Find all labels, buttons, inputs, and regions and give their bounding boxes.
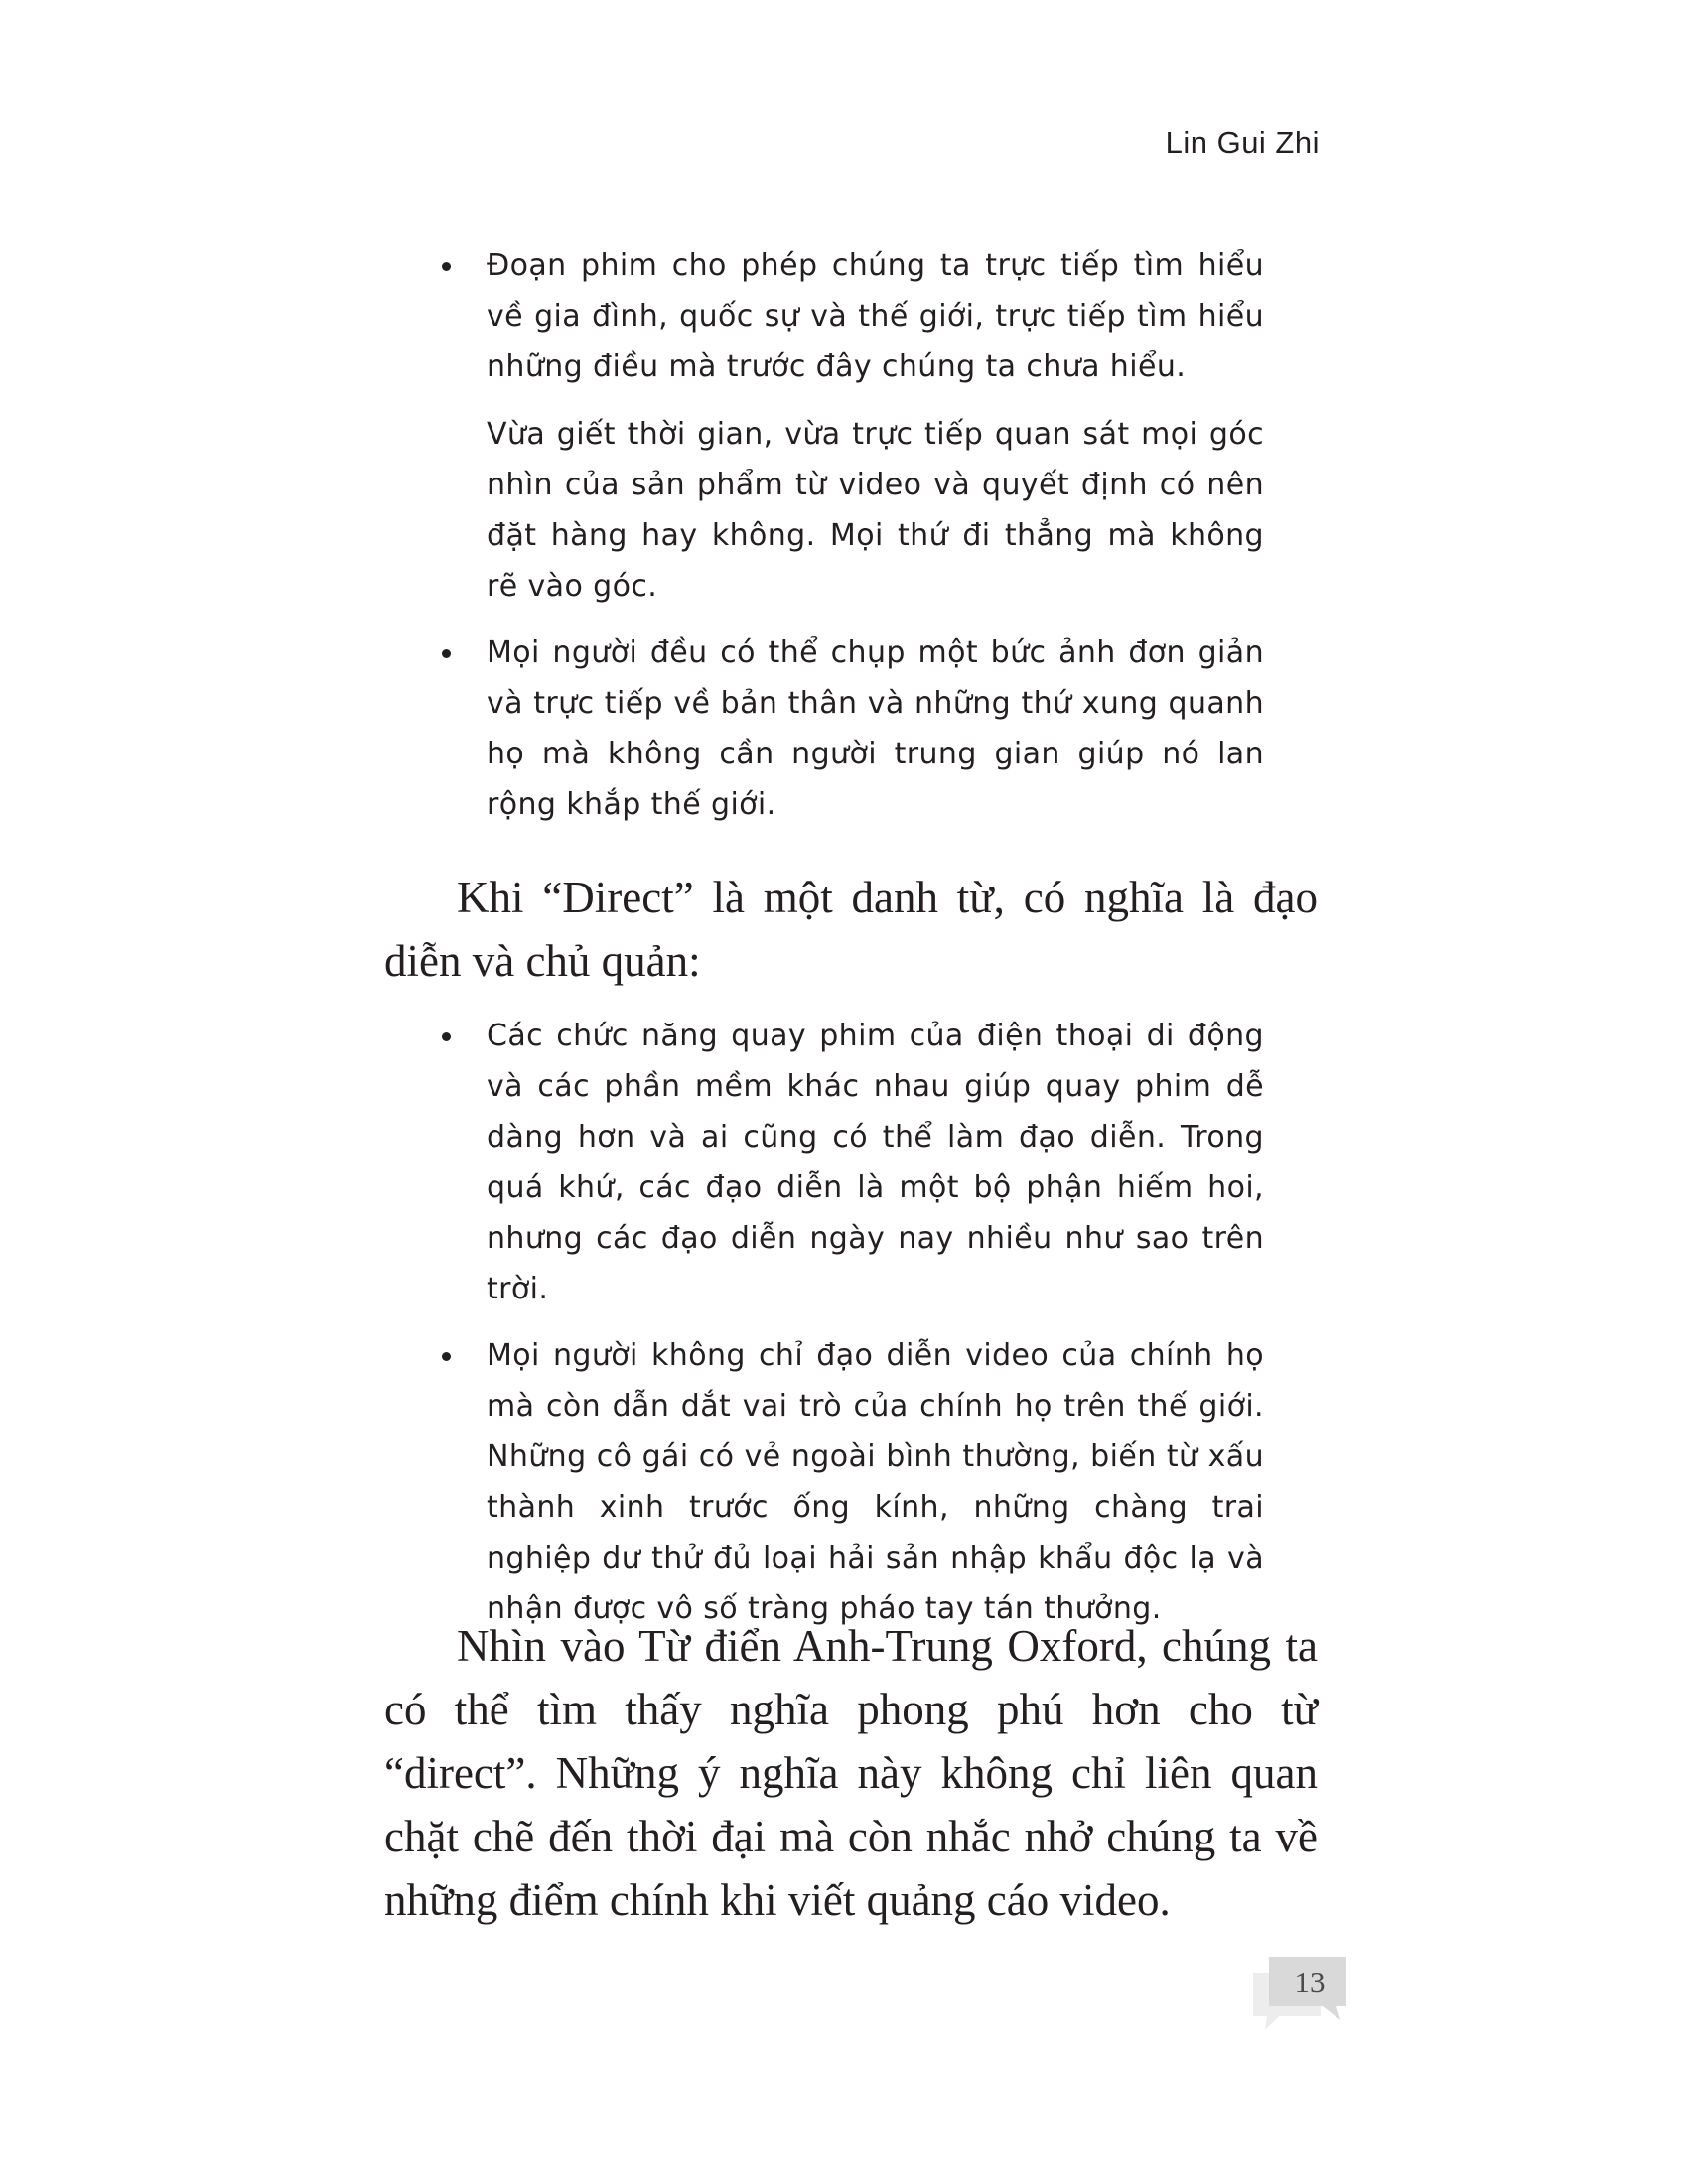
bullet-text: Mọi người đều có thể chụp một bức ảnh đơn giản và trực tiếp về bản thân và những thứ xung quanh họ mà không cần người trung gian giúp nó lan rộng khắp thế giới. (487, 635, 1264, 822)
running-header-author: Lin Gui Zhi (1165, 125, 1320, 160)
bullet-icon (442, 649, 451, 658)
bullet-icon (442, 1352, 451, 1361)
body-paragraph-noun: Khi “Direct” là một danh từ, có nghĩa là đạo diễn và chủ quản: (384, 873, 1318, 986)
body-paragraph-oxford: Nhìn vào Từ điển Anh-Trung Oxford, chúng ta có thể tìm thấy nghĩa phong phú hơn cho từ “direct”. Những ý nghĩa này không chỉ liên quan chặt chẽ đến thời đại mà còn nhắc nhở chúng ta về những điểm chính khi viết quảng cáo video. (384, 1621, 1318, 1925)
bullet-text: Mọi người không chỉ đạo diễn video của chính họ mà còn dẫn dắt vai trò của chính họ trên thế giới. Những cô gái có vẻ ngoài bình thường, biến từ xấu thành xinh trước ống kính, những chàng trai nghiệp dư thử đủ loại hải sản nhập khẩu độc lạ và nhận được vô số tràng pháo tay tán thưởng. (487, 1338, 1264, 1626)
bullet-text: Đoạn phim cho phép chúng ta trực tiếp tìm hiểu về gia đình, quốc sự và thế giới, trực tiếp tìm hiểu những điều mà trước đây chúng ta chưa hiểu. (487, 248, 1264, 384)
bullet-continuation: Vừa giết thời gian, vừa trực tiếp quan sát mọi góc nhìn của sản phẩm từ video và quyết định có nên đặt hàng hay không. Mọi thứ đi thẳng mà không rẽ vào góc. (487, 417, 1264, 604)
list-item (442, 1011, 1264, 1314)
list-item (442, 1330, 1264, 1634)
bullet-list-verb (442, 240, 1264, 846)
bullet-icon (442, 1032, 451, 1041)
bullet-icon (442, 262, 451, 271)
page-number: 13 (1294, 1965, 1326, 1999)
bullet-text: Các chức năng quay phim của điện thoại di động và các phần mềm khác nhau giúp quay phim dễ dàng hơn và ai cũng có thể làm đạo diễn. Trong quá khứ, các đạo diễn là một bộ phận hiếm hoi, nhưng các đạo diễn ngày nay nhiều như sao trên trời. (487, 1019, 1264, 1306)
bullet-list-noun (442, 1011, 1264, 1650)
page-number-badge (1251, 1955, 1350, 2044)
list-item (442, 627, 1264, 830)
list-item (442, 240, 1264, 612)
